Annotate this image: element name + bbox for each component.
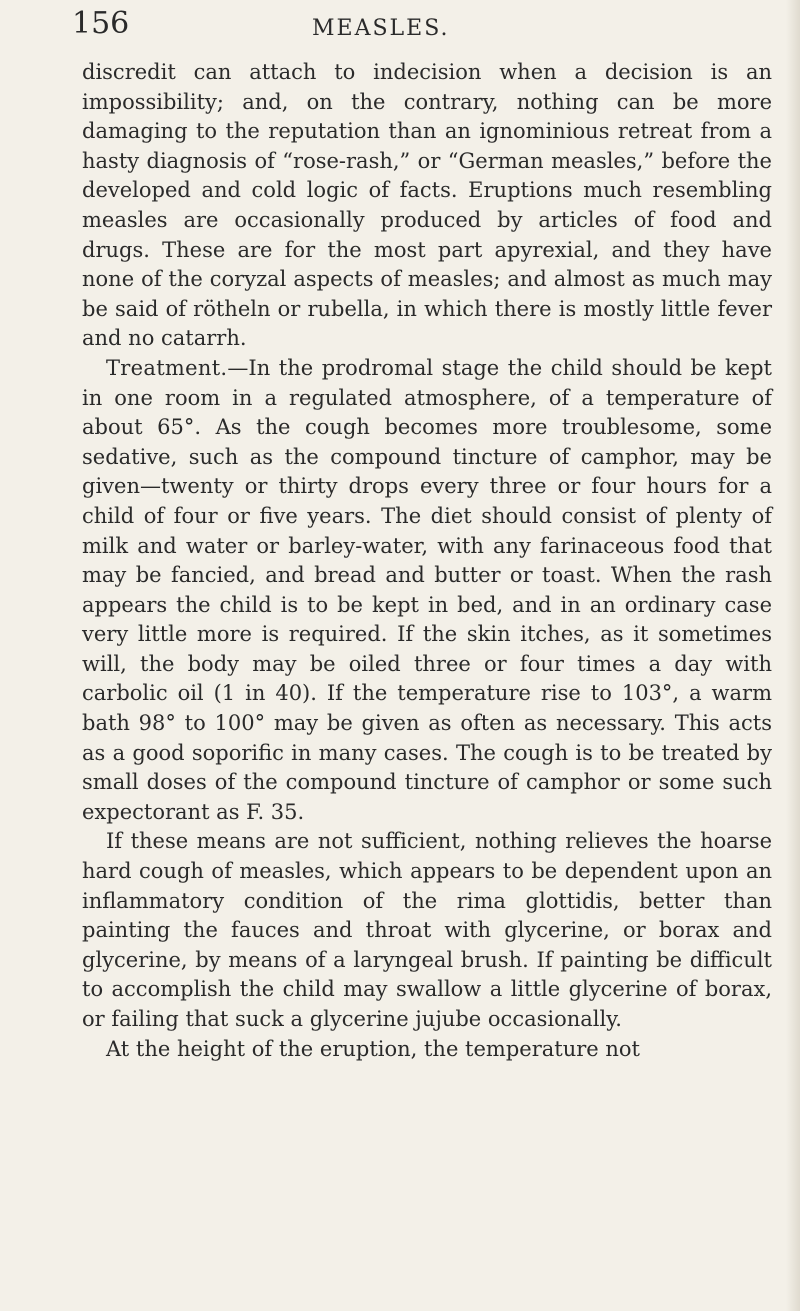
paragraph-text: At the height of the eruption, the temperature not <box>106 1036 640 1061</box>
page-number: 156 <box>72 6 130 41</box>
paragraph-cough-remedies <box>82 827 772 1034</box>
section-heading-treatment: Treatment. <box>106 355 228 380</box>
paragraph-differential-diagnosis <box>82 58 772 354</box>
paragraph-treatment <box>82 354 772 828</box>
paragraph-eruption-height <box>82 1035 772 1065</box>
running-head <box>72 6 762 46</box>
page-edge-shadow <box>786 0 800 1311</box>
paragraph-text: —In the prodromal stage the child should be kept in one room in a regulated atmosphere, of a temperature of about 65°. As the cough becomes more troublesome, some sedative, such as the compound tincture of camphor, may be given—twenty or thirty drops every three or four hours for a child of four or five years. The diet should consist of plenty of milk and water or barley-water, with any farinaceous food that may be fancied, and bread and butter or toast. When the rash appears the child is to be kept in bed, and in an ordinary case very little more is required. If the skin itches, as it sometimes will, the body may be oiled three or four times a day with carbolic oil (1 in 40). If the temperature rise to 103°, a warm bath 98° to 100° may be given as often as necessary. This acts as a good soporific in many cases. The cough is to be treated by small doses of the compound tincture of camphor or some such expectorant as F. 35. <box>82 355 772 824</box>
paragraph-text: discredit can attach to indecision when a decision is an impossibility; and, on the contrary, nothing can be more damaging to the reputation than an ignominious retreat from a hasty diagnosis of “rose-rash,” or “German measles,” before the developed and cold logic of facts. Eruptions much resembling measles are occasionally produced by articles of food and drugs. These are for the most part apyrexial, and they have none of the coryzal aspects of measles; and almost as much may be said of rötheln or rubella, in which there is mostly little fever and no catarrh. <box>82 60 772 351</box>
paragraph-text: If these means are not sufficient, nothing relieves the hoarse hard cough of measles, which appears to be dependent upon an inflammatory condition of the rima glottidis, better than painting the fauces and throat with glycerine, or borax and glycerine, by means of a laryngeal brush. If painting be difficult to accomplish the child may swallow a little glycerine of borax, or failing that suck a glycerine jujube occasionally. <box>82 829 772 1031</box>
running-title: MEASLES. <box>312 16 450 41</box>
body-text <box>82 58 772 1064</box>
